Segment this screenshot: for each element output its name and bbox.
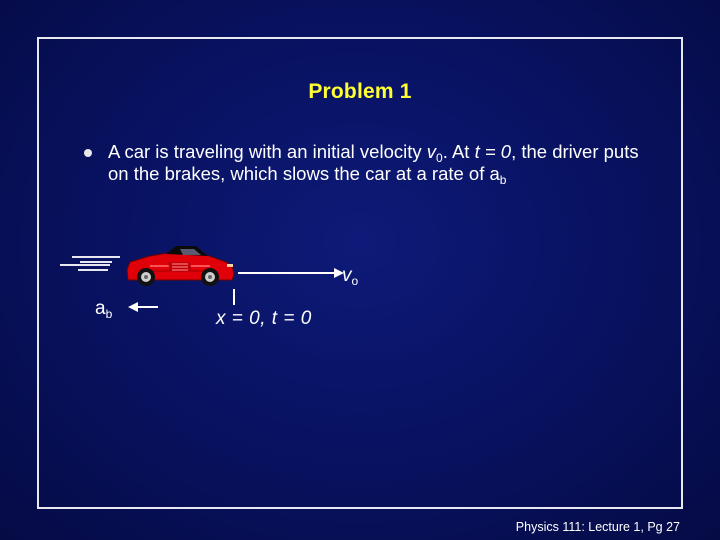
a-subscript: b [499,173,507,187]
acceleration-arrow [128,302,158,312]
acceleration-subscript: b [105,307,113,321]
statement-part-1: A car is traveling with an initial velocity [108,141,427,162]
t-equals-zero: t = 0 [474,141,512,162]
v-symbol: v [426,141,436,162]
acceleration-label [95,298,112,320]
statement-part-3: , the driver puts on the brakes, which slows the car at a rate of [108,141,639,184]
statement-part-2: . At [442,141,475,162]
slide-footer: Physics 111: Lecture 1, Pg 27 [515,520,680,534]
slide-title: Problem 1 [308,80,412,103]
speed-lines [60,257,120,270]
velocity-subscript: o [351,274,359,288]
velocity-arrow [238,268,344,278]
velocity-symbol: v [342,265,352,286]
v-subscript: 0 [436,151,443,165]
a-symbol: a [489,163,500,184]
acceleration-symbol: a [95,298,106,319]
velocity-label [342,265,358,287]
position-time-label: x = 0, t = 0 [216,308,312,329]
car-icon [127,246,234,286]
